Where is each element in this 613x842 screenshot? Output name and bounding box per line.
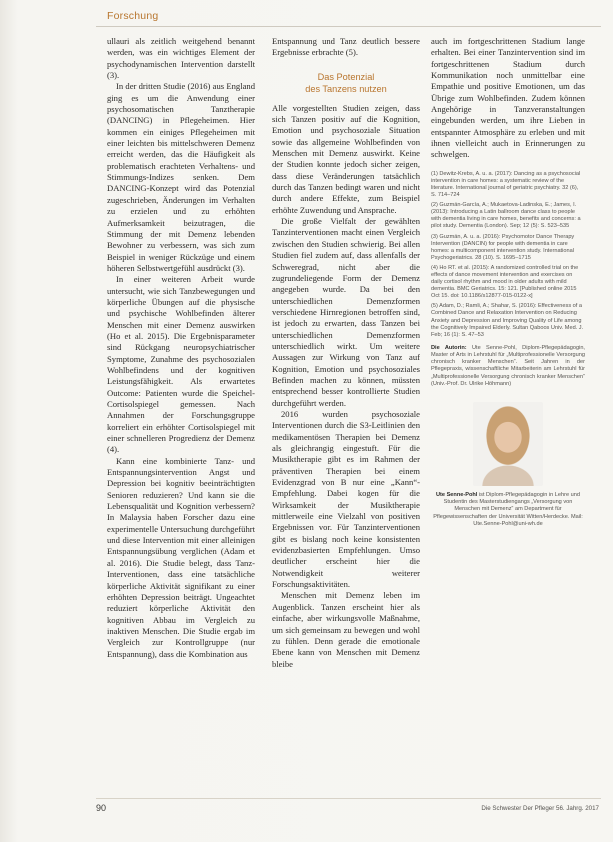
reference-item: (2) Guzmán-García, A.; Mukaetova-Ladinska, E.; James, I. (2013): Introducing a Latin ballroom dance class to people with dementia living in care homes, benefits and concerns: a pilot study. Dementia (London). Sep; 12 (5): S. 523–535: [431, 202, 581, 230]
paragraph: In einer weiteren Arbeit wurde untersucht, wie sich Tanzbewegungen und körperliche Übungen auf die physische und psychische Wohlbefinden älterer Menschen mit einer Demenz auswirken (Ho et al. 2015). Die Ergebnisparameter sind Rückgang neuropsychiatrischer Symptome, Zunahme des psychosozialen Wohlbefindens und der kognitiven Leistungsfähigkeit. Als erwartetes Outcome: Patienten wurde die Speichel-Cortisolspiegel gemessen. Nach Annahmen der Forschungsgruppe korreliert ein erhöhter Cortisolspiegel mit einer schnelleren Progredienz der Demenz (4).: [107, 274, 255, 455]
reference-list: [431, 171, 585, 339]
caption-name: Ute Senne-Pohl: [436, 492, 478, 499]
section-label: Forschung: [107, 10, 159, 22]
text-column-2: [272, 36, 420, 670]
reference-item: (1) Dewitz-Krebs, A. u. a. (2017): Dancing as a psychosocial intervention in care homes: a systematic review of the literature. International journal of geriatric psychiatry. 32 (6), S. 714–724: [431, 170, 581, 199]
paragraph: In der dritten Studie (2016) aus England ging es um die Anwendung einer psychosomatischen Tanztherapie (DANCING) in Pflegeheimen. Hier kommen ein einiges Pflegeheimen mit einer leichten bis mittelschweren Demenz erreicht werden, das die Häufigkeit als problematisch erachteten Verhaltens- und Stimmungs-Indizes senken. Dem DANCING-Konzept wird das Potenzial zugeschrieben, Änderungen im Verhalten zu erzielen und zu erhöhten Aufmerksamkeit beizutragen, die Stimmung der mit Demenz lebenden Bewohner zu verbessern, was sich zum Beispiel in weniger Rückzüge und einem höheren Selbstwertgefühl ausdrückt (3).: [107, 81, 255, 273]
photo-caption: [431, 492, 585, 528]
reference-item: (4) Ho RT. et al. (2015): A randomized controlled trial on the effects of dance movement intervention and exercises on daily cortisol rhythm and mood in older adults with mild dementia. BMC Geriatrics. 15: 121. [Published online 2015 Oct 15. doi: 10.1186/s12877-015-0122-x]: [431, 264, 579, 300]
paragraph: 2016 wurden psychosoziale Interventionen durch die S3-Leitlinien den medikamentösen Therapien bei Demenz als gleichrangig eingestuft. Für die Musiktherapie gibt es im Rahmen der präventiven Therapien bei einem Evidenzgrad von B nur eine „Kann“-Empfehlung. Dabei kogen für die Wirksamkeit der Musiktherapie mittlerweile eine Vielzahl von positiven Ergebnissen vor. Für Tanzinterventionen gibt es bislang noch keine konsistenten evidenzbasierten Empfehlungen. Umso deutlicher erscheint hier die Notwendigkeit weiterer Forschungsaktivitäten.: [272, 408, 420, 590]
paragraph: Entspannung und Tanz deutlich bessere Ergebnisse erbrachte (5).: [272, 36, 420, 58]
reference-item: (5) Adam, D.; Ramli, A.; Shahar, S. (2016): Effectiveness of a Combined Dance and Relaxation Intervention on Reducing Anxiety and Depression and Improving Quality of Life among the Cognitively Impaired Elderly. Sultan Qaboos Univ. Med. J. Feb; 16 (1): S. 47–53: [431, 303, 584, 338]
author-label: Die Autorin:: [431, 344, 467, 351]
journal-footer: Die Schwester Der Pfleger 56. Jahrg. 2017: [481, 805, 599, 812]
paragraph: Alle vorgestellten Studien zeigen, dass sich Tanzen positiv auf die Kognition, Emotion und psychosoziale Situation sowie das allgemeine Wohlbefinden von Menschen mit Demenz auswirkt. Keine der Studien konnte jedoch sicher zeigen, dass diese Veränderungen tatsächlich durch das Tanzen bedingt waren und nicht durch andere Effekte, zum Beispiel erhöhte Zuwendung und Ansprache.: [272, 102, 420, 215]
text-column-3: [431, 36, 585, 528]
reference-item: (3) Guzmán, A. u. a. (2016): Psychomotor Dance Therapy Intervention (DANCIN) for people with dementia in care homes: a multicomponent intervention study. International Psychogeriatrics. 28 (10). S. 1695–1715: [431, 233, 575, 261]
header-rule: [96, 26, 601, 27]
caption-text: ist Diplom-Pflegepädagogin in Lehre und Studentin des Masterstudiengangs „Versorgung von Menschen mit Demenz“ am Department für Pflegewissenschaften der Universität Witten/Herdecke. Mail: Ute.Senne-Pohl@uni-wh.de: [433, 492, 583, 527]
author-note: [431, 345, 585, 388]
subheading-line-2: des Tanzens nutzen: [305, 83, 387, 94]
paragraph: Menschen mit Demenz leben im Augenblick. Tanzen erscheint hier als einfache, aber wirkungsvolle Maßnahme, um sich gemeinsam zu bewegen und wohl zu fühlen. Denn gerade die emotionale Ebene kann von Menschen mit Demenz bleibe: [272, 590, 420, 669]
page-number: 90: [96, 803, 107, 813]
paragraph: Kann eine kombinierte Tanz- und Entspannungsintervention Angst und Depression bei kognitiv beeinträchtigten Senioren reduzieren? Und kann sie die Lebensqualität und Kognition verbessern? In Malaysia haben Forscher dazu eine experimentelle Untersuchung durchgeführt und diese Intervention mit einer alleinigen Entspannungsübung verglichen (Adam et al. 2016). Die Studie belegt, dass Tanz-Interventionen, dass eine tatsächliche körperliche Aktivität signifikant zu einer erhöhten Depression beiträgt. Ungeachtet reduziert körperliche Aktivität den kognitiven Abbau im Vergleich zu inaktiven Menschen. Die Studie ergab im Vergleich zur Kontrollgruppe (nur Entspannung), dass die Kombination aus: [107, 455, 255, 659]
text-column-1: [107, 36, 255, 660]
author-photo: [473, 402, 543, 486]
footer-rule: [96, 798, 601, 799]
paragraph: Die große Vielfalt der gewählten Tanzinterventionen macht einen Vergleich zwischen den Studien schwierig. Bei allen Studien fiel zudem auf, dass allenfalls der Schweregrad, nicht aber die zugrundeliegende Form der Demenz angegeben wurde. Da bei den unterschiedlichen Demenzformen verschiedene Hirnregionen betroffen sind, ist jedoch zu erwarten, dass Tanzen bei unterschiedlichen Demenzformen unterschiedlich wirkt. Um weitere Aussagen zur Wirkung von Tanz auf Kognition, Emotion und psychosoziales Befinden machen zu können, müssten entsprechend besser kontrollierte Studien durchgeführt werden.: [272, 216, 420, 408]
subheading-line-1: Das Potenzial: [317, 71, 375, 82]
author-text: Ute Senne-Pohl, Diplom-Pflegepädagogin, Master of Arts in Lehrstuhl für „Multiprofessionelle Versorgung chronisch kranker Menschen“. Seit Jahren in der Pflegepraxis, wissenschaftliche Mitarbeiterin am Lehrstuhl für „Multiprofessionelle Versorgung chronisch kranker Menschen“ (Univ.-Prof. Dr. Ulrike Höhmann): [431, 344, 585, 387]
section-subheading: [272, 71, 420, 95]
paragraph: ullauri als zeitlich weitgehend benannt werden, was ein wichtiges Element der psychodynamischen Intervention darstellt (3).: [107, 36, 255, 81]
paragraph: auch im fortgeschrittenen Stadium lange erhalten. Bei einer Tanzintervention sind im fortgeschrittenen Stadium durch Kommunikation noch unmittelbar eine Empathie und positive Emotionen, um das Übrige zum Wohlbefinden. Zudem können Angehörige in Tanzveranstaltungen eingebunden werden, um ihre Lieben in entspannter Atmosphäre zu erleben und mit ihnen vielleicht auch in Erinnerungen zu schwelgen.: [431, 36, 585, 160]
